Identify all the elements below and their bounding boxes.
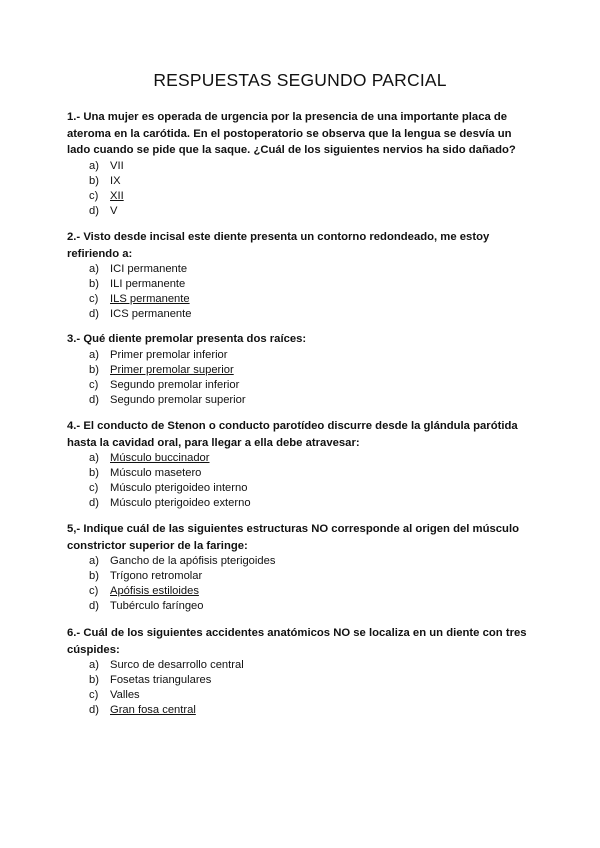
option-a xyxy=(67,554,537,569)
option-d-correct xyxy=(67,703,537,718)
option-letter: b) xyxy=(89,174,99,187)
option-c xyxy=(67,481,537,496)
option-letter: b) xyxy=(89,674,99,686)
option-d xyxy=(67,307,537,322)
option-b-correct xyxy=(67,363,537,378)
option-text: Segundo premolar inferior xyxy=(110,378,240,391)
option-letter: d) xyxy=(89,393,99,406)
option-a xyxy=(67,658,537,673)
question-1 xyxy=(67,109,537,219)
option-text: Músculo masetero xyxy=(110,467,202,479)
option-letter: d) xyxy=(89,308,99,320)
option-b xyxy=(67,466,537,481)
question-text: 4.- El conducto de Stenon o conducto parotídeo discurre desde la glándula parótida hasta la cavidad oral, para llegar a ella debe atravesar: xyxy=(67,420,518,449)
option-list xyxy=(67,159,537,219)
option-b xyxy=(67,174,537,189)
option-letter: b) xyxy=(89,570,99,582)
question-6 xyxy=(67,625,537,718)
option-letter: c) xyxy=(89,482,99,494)
option-text: ILS permanente xyxy=(110,293,190,305)
option-list xyxy=(67,554,537,614)
option-text: ILI permanente xyxy=(110,278,186,290)
option-c-correct xyxy=(67,189,537,204)
question-5 xyxy=(67,521,537,614)
option-c-correct xyxy=(67,584,537,599)
option-text: V xyxy=(110,204,118,217)
option-text: ICS permanente xyxy=(110,308,192,320)
option-d xyxy=(67,496,537,511)
option-letter: d) xyxy=(89,600,99,612)
option-d xyxy=(67,599,537,614)
option-text: Músculo pterigoideo interno xyxy=(110,482,248,494)
question-text: 1.- Una mujer es operada de urgencia por la presencia de una importante placa de ateroma en la carótida. En el postoperatorio se observa que la lengua se desvía un lado cuando se pide que la saque. ¿Cuál de los siguientes nervios ha sido dañado? xyxy=(67,111,516,156)
option-text: Músculo pterigoideo externo xyxy=(110,497,251,509)
question-text: 3.- Qué diente premolar presenta dos raíces: xyxy=(67,333,307,345)
option-text: Valles xyxy=(110,689,140,701)
option-text: IX xyxy=(110,174,121,187)
option-letter: a) xyxy=(89,555,99,567)
option-letter: c) xyxy=(89,293,99,305)
option-list xyxy=(67,262,537,322)
option-letter: d) xyxy=(89,204,99,217)
option-text: Segundo premolar superior xyxy=(110,393,246,406)
option-text: Primer premolar superior xyxy=(110,363,234,376)
option-b xyxy=(67,569,537,584)
option-b xyxy=(67,277,537,292)
option-c xyxy=(67,378,537,393)
page-title: RESPUESTAS SEGUNDO PARCIAL xyxy=(153,70,447,90)
option-letter: b) xyxy=(89,278,99,290)
question-text: 5,- Indique cuál de las siguientes estructuras NO corresponde al origen del músculo constrictor superior de la faringe: xyxy=(67,523,519,552)
option-text: XII xyxy=(110,189,124,202)
option-letter: c) xyxy=(89,689,99,701)
option-c-correct xyxy=(67,292,537,307)
question-2 xyxy=(67,229,537,322)
option-text: Trígono retromolar xyxy=(110,570,203,582)
option-text: Surco de desarrollo central xyxy=(110,659,244,671)
option-letter: a) xyxy=(89,159,99,172)
option-d xyxy=(67,204,537,219)
option-letter: c) xyxy=(89,585,99,597)
option-letter: b) xyxy=(89,363,99,376)
option-letter: b) xyxy=(89,467,99,479)
option-letter: a) xyxy=(89,452,99,464)
option-text: Apófisis estiloides xyxy=(110,585,199,597)
option-letter: a) xyxy=(89,348,99,361)
option-text: Primer premolar inferior xyxy=(110,348,228,361)
option-letter: d) xyxy=(89,497,99,509)
option-b xyxy=(67,673,537,688)
option-text: ICI permanente xyxy=(110,263,188,275)
option-a xyxy=(67,159,537,174)
option-list xyxy=(67,451,537,511)
option-a xyxy=(67,262,537,277)
option-a xyxy=(67,348,537,363)
option-text: Fosetas triangulares xyxy=(110,674,212,686)
option-a-correct xyxy=(67,451,537,466)
option-text: Gran fosa central xyxy=(110,704,196,716)
question-3 xyxy=(67,331,537,408)
option-c xyxy=(67,688,537,703)
option-letter: a) xyxy=(89,659,99,671)
option-text: Gancho de la apófisis pterigoides xyxy=(110,555,276,567)
option-letter: d) xyxy=(89,704,99,716)
option-text: Músculo buccinador xyxy=(110,452,210,464)
option-letter: c) xyxy=(89,378,99,391)
option-list xyxy=(67,658,537,718)
option-text: VII xyxy=(110,159,124,172)
option-d xyxy=(67,393,537,408)
question-4 xyxy=(67,418,537,511)
option-letter: c) xyxy=(89,189,99,202)
option-text: Tubérculo faríngeo xyxy=(110,600,204,612)
question-text: 6.- Cuál de los siguientes accidentes anatómicos NO se localiza en un diente con tres cúspides: xyxy=(67,627,527,656)
option-letter: a) xyxy=(89,263,99,275)
option-list xyxy=(67,348,537,408)
question-text: 2.- Visto desde incisal este diente presenta un contorno redondeado, me estoy refiriendo a: xyxy=(67,231,490,260)
